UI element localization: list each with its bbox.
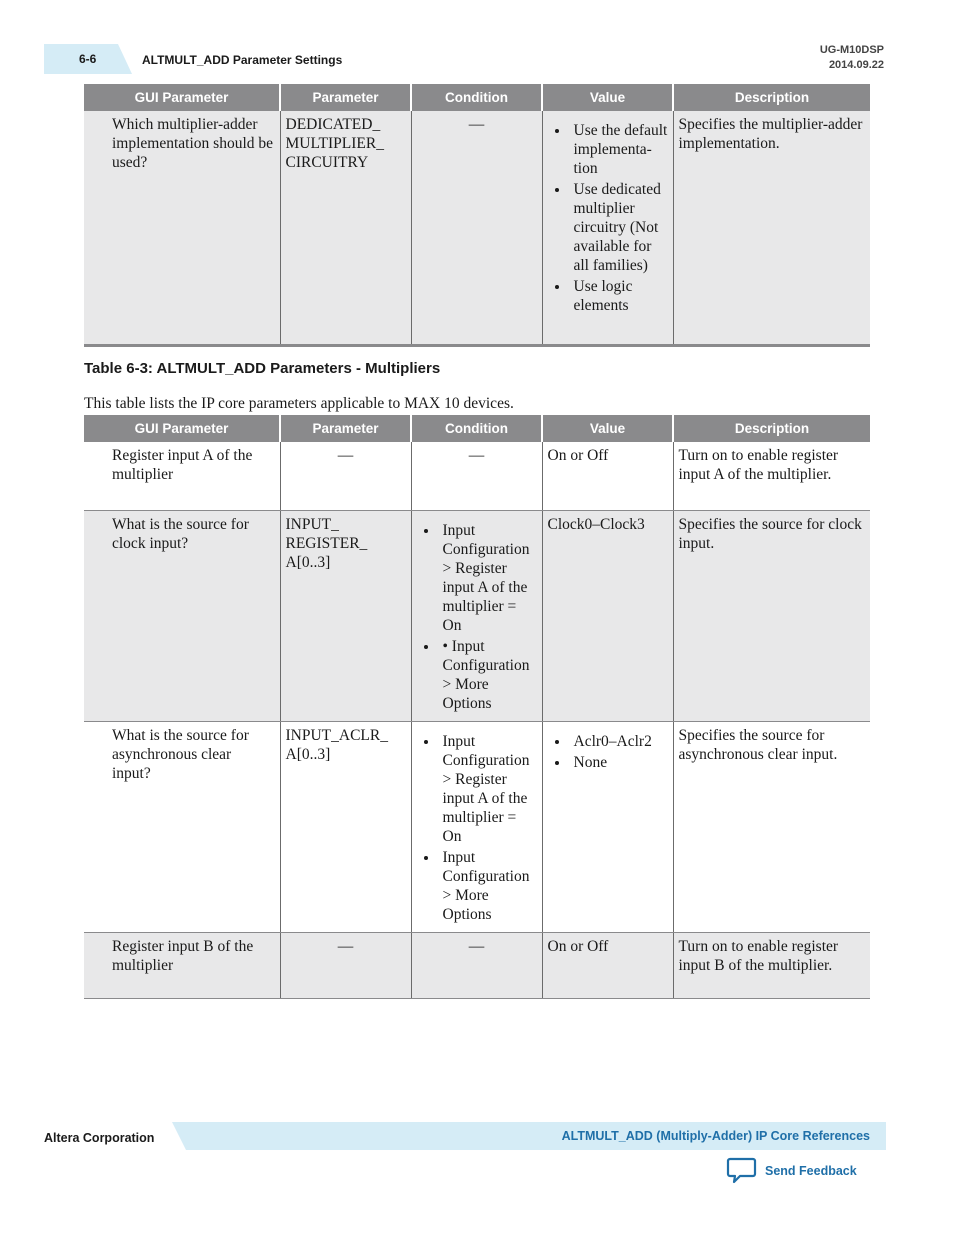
chapter-reference-link[interactable]: ALTMULT_ADD (Multiply-Adder) IP Core References [561,1129,870,1143]
col-header-description: Description [673,84,870,111]
doc-date: 2014.09.22 [828,59,884,71]
company-name: Altera Corporation [44,1131,155,1145]
cell-gui: What is the source for clock input? [84,510,280,721]
cell-parameter: DEDICATED_ MULTIPLIER_ CIRCUITRY [280,111,411,345]
col-header-value: Value [542,84,673,111]
cell-value: On or Off [542,442,673,510]
multipliers-parameter-table [84,415,870,999]
table-row [84,111,870,345]
cell-description: Turn on to enable register input B of the multiplier. [673,932,870,998]
send-feedback-label: Send Feedback [765,1163,857,1178]
cell-value: On or Off [542,932,673,998]
condition-list [417,521,537,713]
col-header-condition: Condition [411,415,542,442]
value-list [548,121,668,315]
list-item: • Input Configuration > Register input A of the multiplier = On [439,732,537,846]
cell-value: Clock0–Clock3 [542,510,673,721]
list-item: • None [570,753,668,772]
section-title: ALTMULT_ADD Parameter Settings [142,53,343,67]
value-list [548,732,668,772]
cell-parameter: INPUT_ REGISTER_ A[0..3] [280,510,411,721]
col-header-description: Description [673,415,870,442]
cell-condition: — [411,442,542,510]
doc-id: UG-M10DSP [819,44,884,56]
cell-gui: Which multiplier-adder implementation should be used? [84,111,280,345]
list-item: • Use the default implementa-tion [570,121,668,178]
cell-description: Specifies the multiplier-adder implementation. [673,111,870,345]
cell-gui: What is the source for asynchronous clear input? [84,721,280,932]
doc-info [820,43,884,73]
send-feedback-link[interactable] [726,1157,857,1184]
list-item: • Use dedicated multiplier circuitry (Not available for all families) [570,180,668,275]
cell-description: Turn on to enable register input A of the multiplier. [673,442,870,510]
table-header-row [84,84,870,111]
col-header-parameter: Parameter [280,415,411,442]
cell-description: Specifies the source for asynchronous clear input. [673,721,870,932]
list-item: • Input Configuration > Register input A of the multiplier = On [439,521,537,635]
cell-condition [411,510,542,721]
cell-condition: — [411,111,542,345]
cell-parameter: — [280,932,411,998]
table-row [84,932,870,998]
table-row [84,510,870,721]
table-intro: This table lists the IP core parameters applicable to MAX 10 devices. [84,395,514,412]
cell-value [542,721,673,932]
parameter-table-continued [84,84,870,347]
cell-parameter: — [280,442,411,510]
list-item: • • Input Configuration > More Options [439,637,537,713]
cell-condition: — [411,932,542,998]
condition-list [417,732,537,924]
list-item: • Aclr0–Aclr2 [570,732,668,751]
table-row [84,721,870,932]
table-caption: Table 6-3: ALTMULT_ADD Parameters - Multipliers [84,360,441,377]
col-header-gui: GUI Parameter [84,84,280,111]
cell-parameter: INPUT_ACLR_ A[0..3] [280,721,411,932]
speech-bubble-icon [726,1157,757,1184]
col-header-value: Value [542,415,673,442]
page-number: 6-6 [79,52,97,66]
list-item: • Use logic elements [570,277,668,315]
list-item: • Input Configuration > More Options [439,848,537,924]
table-header-row [84,415,870,442]
cell-description: Specifies the source for clock input. [673,510,870,721]
col-header-condition: Condition [411,84,542,111]
cell-value [542,111,673,345]
cell-gui: Register input B of the multiplier [84,932,280,998]
col-header-gui: GUI Parameter [84,415,280,442]
cell-gui: Register input A of the multiplier [84,442,280,510]
table-row [84,442,870,510]
cell-condition [411,721,542,932]
col-header-parameter: Parameter [280,84,411,111]
